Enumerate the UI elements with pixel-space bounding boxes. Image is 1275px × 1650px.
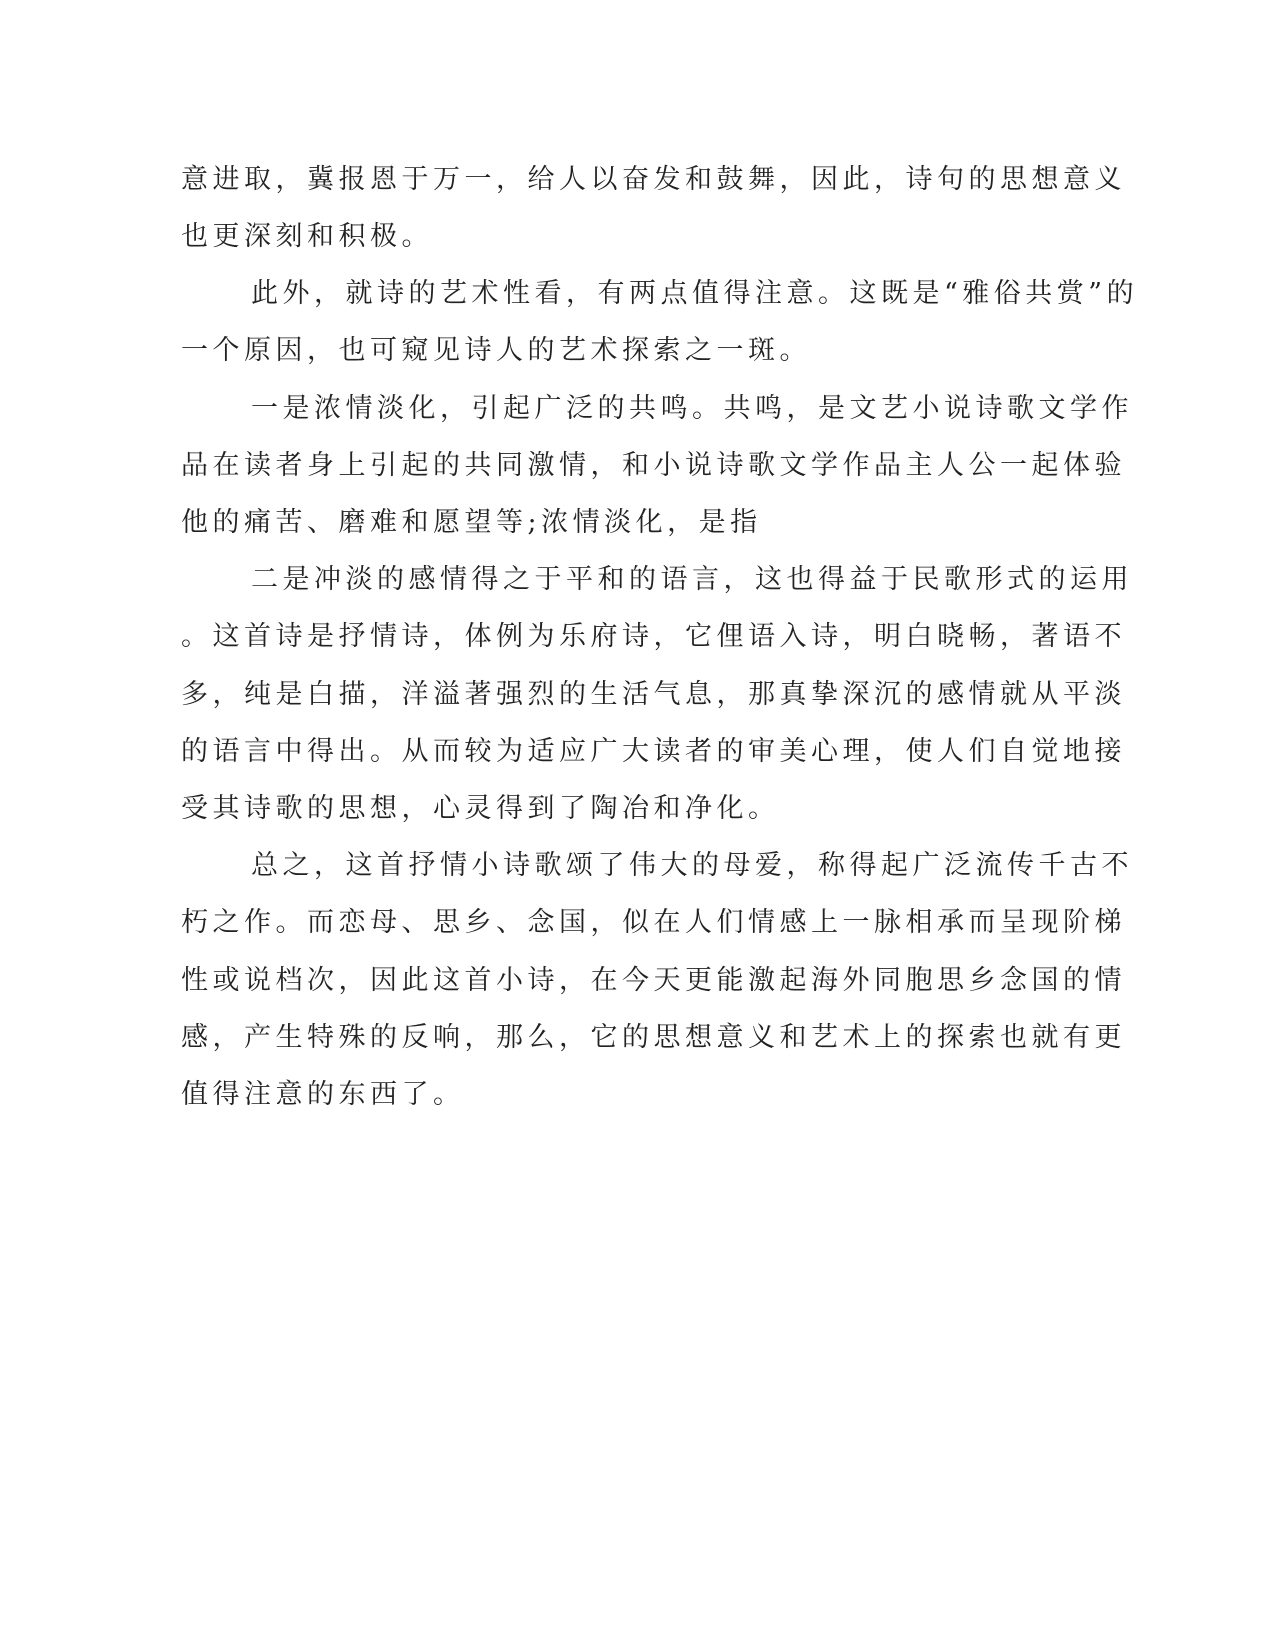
text-line: 值得注意的东西了。 [181,1079,465,1110]
paragraph-first-line: 总之，这首抒情小诗歌颂了伟大的母爱，称得起广泛流传千古不 [251,850,1133,881]
text-line: 一个原因，也可窥见诗人的艺术探索之一斑。 [181,335,811,366]
paragraph-first-line: 二是冲淡的感情得之于平和的语言，这也得益于民歌形式的运用 [251,564,1133,595]
text-line: 他的痛苦、磨难和愿望等;浓情淡化，是指 [181,507,762,538]
text-line: 意进取，冀报恩于万一，给人以奋发和鼓舞，因此，诗句的思想意义 [181,164,1126,195]
text-line: 多，纯是白描，洋溢著强烈的生活气息，那真挚深沉的感情就从平淡 [181,679,1126,710]
text-line: 。这首诗是抒情诗，体例为乐府诗，它俚语入诗，明白晓畅，著语不 [181,621,1126,652]
text-line: 也更深刻和积极。 [181,221,433,252]
paragraph-first-line: 此外，就诗的艺术性看，有两点值得注意。这既是“雅俗共赏”的 [251,278,1139,309]
paragraph-first-line: 一是浓情淡化，引起广泛的共鸣。共鸣，是文艺小说诗歌文学作 [251,393,1133,424]
text-line: 品在读者身上引起的共同激情，和小说诗歌文学作品主人公一起体验 [181,450,1126,481]
text-line: 感，产生特殊的反响，那么，它的思想意义和艺术上的探索也就有更 [181,1022,1126,1053]
text-line: 的语言中得出。从而较为适应广大读者的审美心理，使人们自觉地接 [181,736,1126,767]
text-line: 性或说档次，因此这首小诗，在今天更能激起海外同胞思乡念国的情 [181,965,1126,996]
text-line: 朽之作。而恋母、思乡、念国，似在人们情感上一脉相承而呈现阶梯 [181,907,1126,938]
text-line: 受其诗歌的思想，心灵得到了陶冶和净化。 [181,793,780,824]
